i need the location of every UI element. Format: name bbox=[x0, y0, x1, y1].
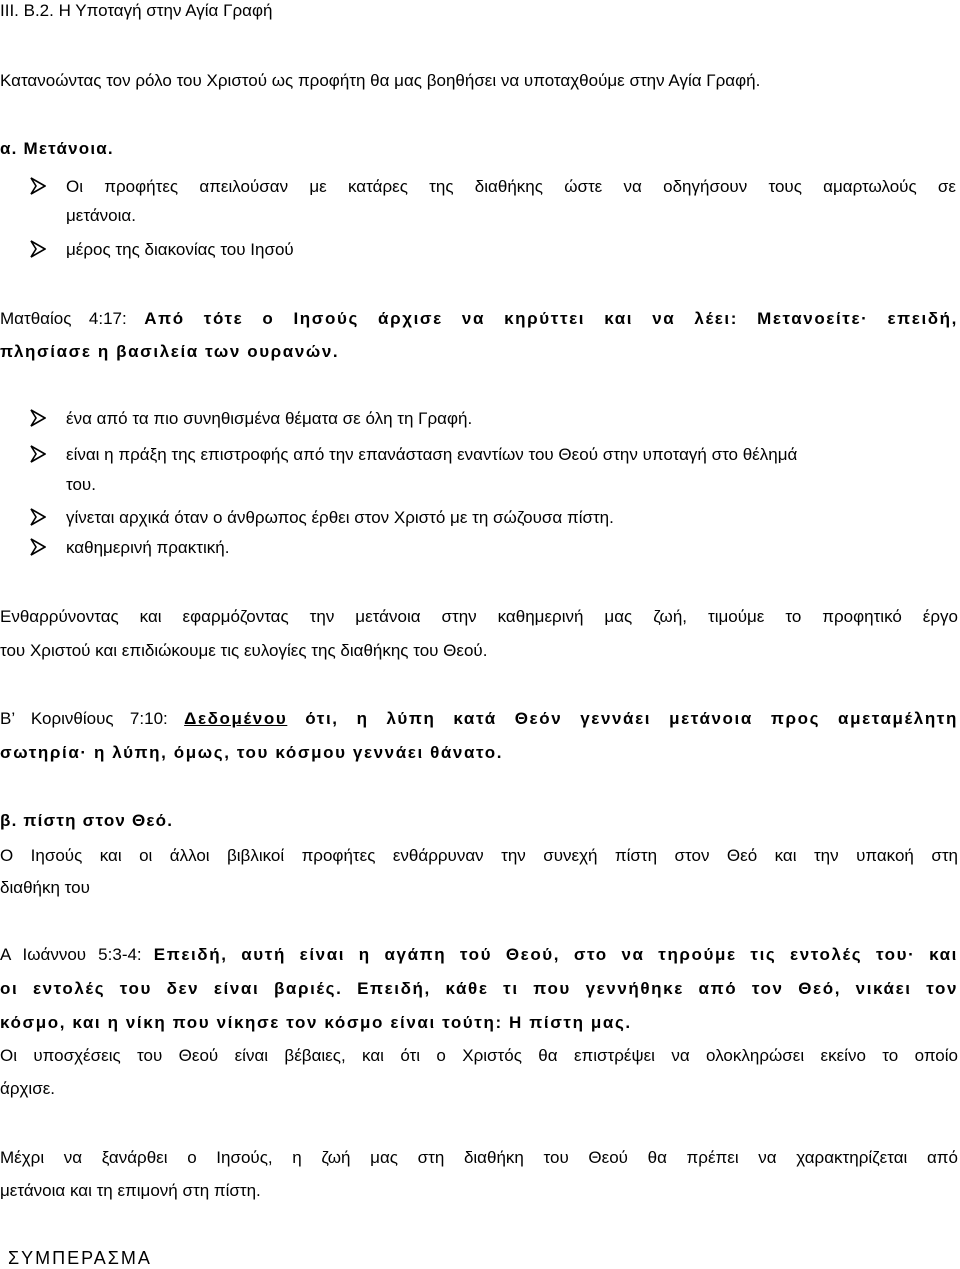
verse-text: Από τότε ο Ιησούς άρχισε να κηρύττει και να λέει: Μετανοείτε· επειδή, bbox=[144, 309, 958, 328]
page-heading: III. B.2. Η Υποταγή στην Αγία Γραφή bbox=[0, 1, 273, 20]
paragraph-line: Μέχρι να ξανάρθει ο Ιησούς, η ζωή μας στη διαθήκη του Θεού θα πρέπει να χαρακτηρίζεται από bbox=[0, 1148, 958, 1167]
arrowhead-bullet-icon bbox=[30, 240, 46, 258]
bullet-text: γίνεται αρχικά όταν ο άνθρωπος έρθει στον Χριστό με τη σώζουσα πίστη. bbox=[66, 508, 614, 527]
verse-john-line1 bbox=[0, 944, 958, 966]
bullet-text: καθημερινή πρακτική. bbox=[66, 538, 230, 557]
arrowhead-bullet-icon bbox=[30, 508, 46, 526]
section-b-title: β. πίστη στον Θεό. bbox=[0, 811, 174, 830]
arrowhead-bullet-icon bbox=[30, 445, 46, 463]
verse-john-line2: οι εντολές του δεν είναι βαριές. Επειδή, κάθε τι που γεννήθηκε από τον Θεό, νικάει τον bbox=[0, 979, 958, 998]
section-a-title: α. Μετάνοια. bbox=[0, 139, 114, 158]
verse-first-word: Δεδομένου bbox=[184, 709, 288, 728]
verse-reference: Α Ιωάννου 5:3-4: bbox=[0, 945, 154, 964]
paragraph-line: Ενθαρρύνοντας και εφαρμόζοντας την μετάνοια στην καθημερινή μας ζωή, τιμούμε το προφητικό έργο bbox=[0, 607, 958, 626]
verse-reference: Β’ Κορινθίους 7:10: bbox=[0, 709, 185, 728]
verse-corinthians-line2: σωτηρία· η λύπη, όμως, του κόσμου γεννάει θάνατο. bbox=[0, 743, 504, 762]
paragraph-line: του Χριστού και επιδιώκουμε τις ευλογίες της διαθήκης του Θεού. bbox=[0, 641, 488, 660]
verse-text: ότι, η λύπη κατά Θεόν γεννάει μετάνοια προς αμεταμέλητη bbox=[287, 709, 958, 728]
bullet-text: μέρος της διακονίας του Ιησού bbox=[66, 240, 294, 259]
conclusion-heading: ΣΥΜΠΕΡΑΣΜΑ bbox=[8, 1248, 152, 1268]
bullet-text: Οι προφήτες απειλούσαν με κατάρες της διαθήκης ώστε να οδηγήσουν τους αμαρτωλούς σε bbox=[66, 177, 956, 196]
paragraph-line: μετάνοια και τη επιμονή στη πίστη. bbox=[0, 1181, 261, 1200]
arrowhead-bullet-icon bbox=[30, 177, 46, 195]
verse-matthew-line1 bbox=[0, 308, 958, 330]
paragraph-line: διαθήκη του bbox=[0, 878, 90, 897]
verse-matthew-line2: πλησίασε η βασιλεία των ουρανών. bbox=[0, 342, 340, 361]
verse-text: Επειδή, αυτή είναι η αγάπη τού Θεού, στο να τηρούμε τις εντολές του· και bbox=[153, 945, 958, 964]
verse-john-line3: κόσμο, και η νίκη που νίκησε τον κόσμο είναι τούτη: Η πίστη μας. bbox=[0, 1013, 632, 1032]
intro-text: Κατανοώντας τον ρόλο του Χριστού ως προφήτη θα μας βοηθήσει να υποταχθούμε στην Αγία Γραφή. bbox=[0, 71, 761, 90]
paragraph-line: Ο Ιησούς και οι άλλοι βιβλικοί προφήτες ενθάρρυναν την συνεχή πίστη στον Θεό και την υπακοή στη bbox=[0, 846, 958, 865]
bullet-text-continuation: του. bbox=[66, 475, 96, 494]
verse-reference: Ματθαίος 4:17: bbox=[0, 309, 145, 328]
bullet-text-continuation: μετάνοια. bbox=[66, 206, 136, 225]
paragraph-line: Οι υποσχέσεις του Θεού είναι βέβαιες, και ότι ο Χριστός θα επιστρέψει να ολοκληρώσει εκείνο το οποίο bbox=[0, 1046, 958, 1065]
bullet-text: ένα από τα πιο συνηθισμένα θέματα σε όλη τη Γραφή. bbox=[66, 409, 473, 428]
verse-corinthians-line1 bbox=[0, 708, 958, 730]
paragraph-line: άρχισε. bbox=[0, 1079, 55, 1098]
arrowhead-bullet-icon bbox=[30, 538, 46, 556]
bullet-text: είναι η πράξη της επιστροφής από την επανάσταση εναντίων του Θεού στην υποταγή στο θέλημά bbox=[66, 445, 798, 464]
arrowhead-bullet-icon bbox=[30, 409, 46, 427]
